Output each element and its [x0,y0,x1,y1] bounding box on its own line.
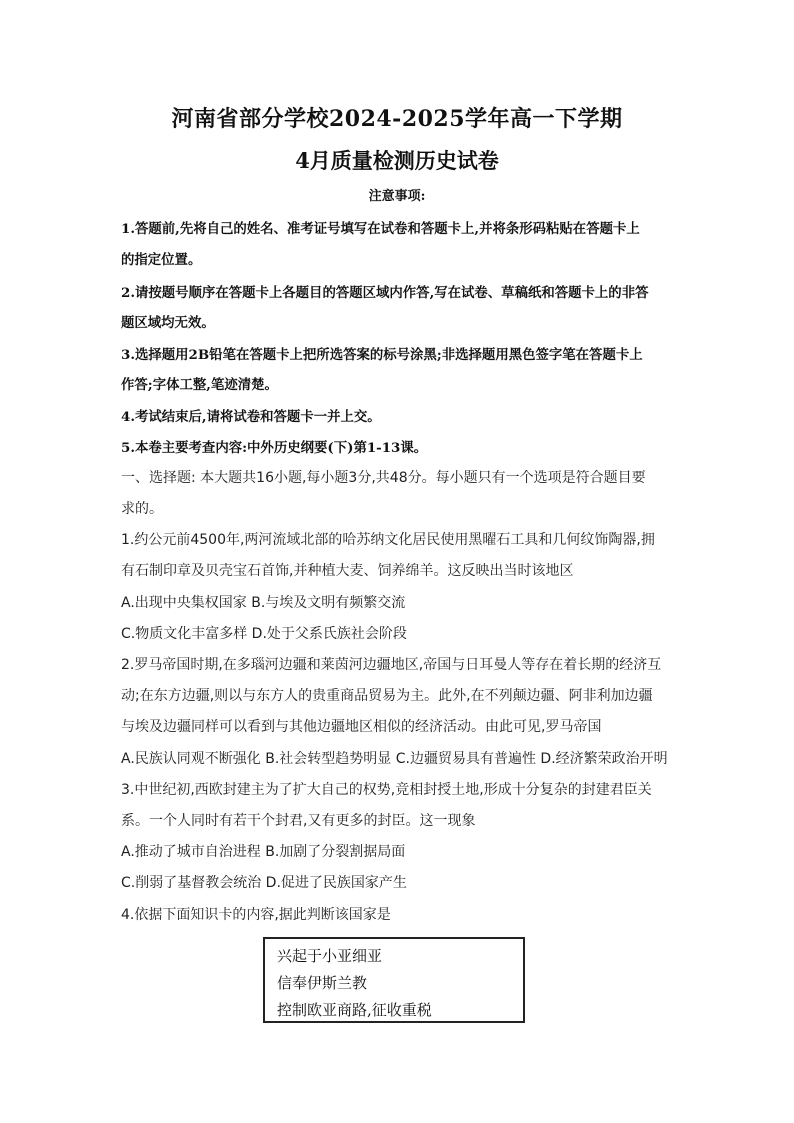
notice-item-1-cont: 的指定位置。 [121,252,202,268]
question-2-stem: 2.罗马帝国时期,在多瑙河边疆和莱茵河边疆地区,帝国与日耳曼人等存在着长期的经济互 [121,657,662,673]
section-heading-cont: 求的。 [121,501,163,517]
question-3-stem-cont: 系。一个人同时有若干个封君,又有更多的封臣。这一现象 [121,813,476,829]
notice-item-4: 4.考试结束后,请将试卷和答题卡一并上交。 [121,409,381,425]
notice-item-2: 2.请按题号顺序在答题卡上各题目的答题区域内作答,写在试卷、草稿纸和答题卡上的非答 [121,285,649,301]
question-3-stem: 3.中世纪初,西欧封建主为了扩大自己的权势,竞相封授土地,形成十分复杂的封建君臣关 [121,782,652,798]
knowledge-card-line: 信奉伊斯兰教 [277,974,368,992]
notice-item-3: 3.选择题用2B铅笔在答题卡上把所选答案的标号涂黑;非选择题用黑色签字笔在答题卡上 [121,347,643,363]
question-1-stem: 1.约公元前4500年,两河流域北部的哈苏纳文化居民使用黑曜石工具和几何纹饰陶器,拥 [121,532,655,548]
question-3-options-ab: A.推动了城市自治进程 B.加剧了分裂割据局面 [121,844,406,860]
notice-item-5: 5.本卷主要考查内容:中外历史纲要(下)第1-13课。 [121,440,428,456]
notice-item-1: 1.答题前,先将自己的姓名、准考证号填写在试卷和答题卡上,并将条形码粘贴在答题卡上 [121,221,640,237]
question-1-stem-cont: 有石制印章及贝壳宝石首饰,并种植大麦、饲养绵羊。这反映出当时该地区 [121,563,574,579]
exam-title-line2: 4月质量检测历史试卷 [295,148,499,173]
notice-heading: 注意事项: [368,189,426,204]
notice-item-3-cont: 作答;字体工整,笔迹清楚。 [121,377,278,393]
question-2-stem-cont2: 与埃及边疆同样可以看到与其他边疆地区相似的经济活动。由此可见,罗马帝国 [121,719,602,735]
question-2-stem-cont1: 动;在东方边疆,则以与东方人的贵重商品贸易为主。此外,在不列颠边疆、阿非利加边疆 [121,688,653,704]
question-1-options-cd: C.物质文化丰富多样 D.处于父系氏族社会阶段 [121,626,407,642]
question-2-options: A.民族认同观不断强化 B.社会转型趋势明显 C.边疆贸易具有普遍性 D.经济繁荣政治开明 [121,751,668,767]
question-4-stem: 4.依据下面知识卡的内容,据此判断该国家是 [121,907,391,923]
knowledge-card-line: 兴起于小亚细亚 [277,947,383,965]
knowledge-card [263,937,525,1023]
section-heading: 一、选择题: 本大题共16小题,每小题3分,共48分。每小题只有一个选项是符合题目要 [121,470,646,486]
question-3-options-cd: C.削弱了基督教会统治 D.促进了民族国家产生 [121,875,407,891]
knowledge-card-line: 控制欧亚商路,征收重税 [277,1001,432,1019]
question-1-options-ab: A.出现中央集权国家 B.与埃及文明有频繁交流 [121,595,406,611]
notice-item-2-cont: 题区域均无效。 [121,315,215,331]
exam-title-line1: 河南省部分学校2024-2025学年高一下学期 [171,106,623,132]
